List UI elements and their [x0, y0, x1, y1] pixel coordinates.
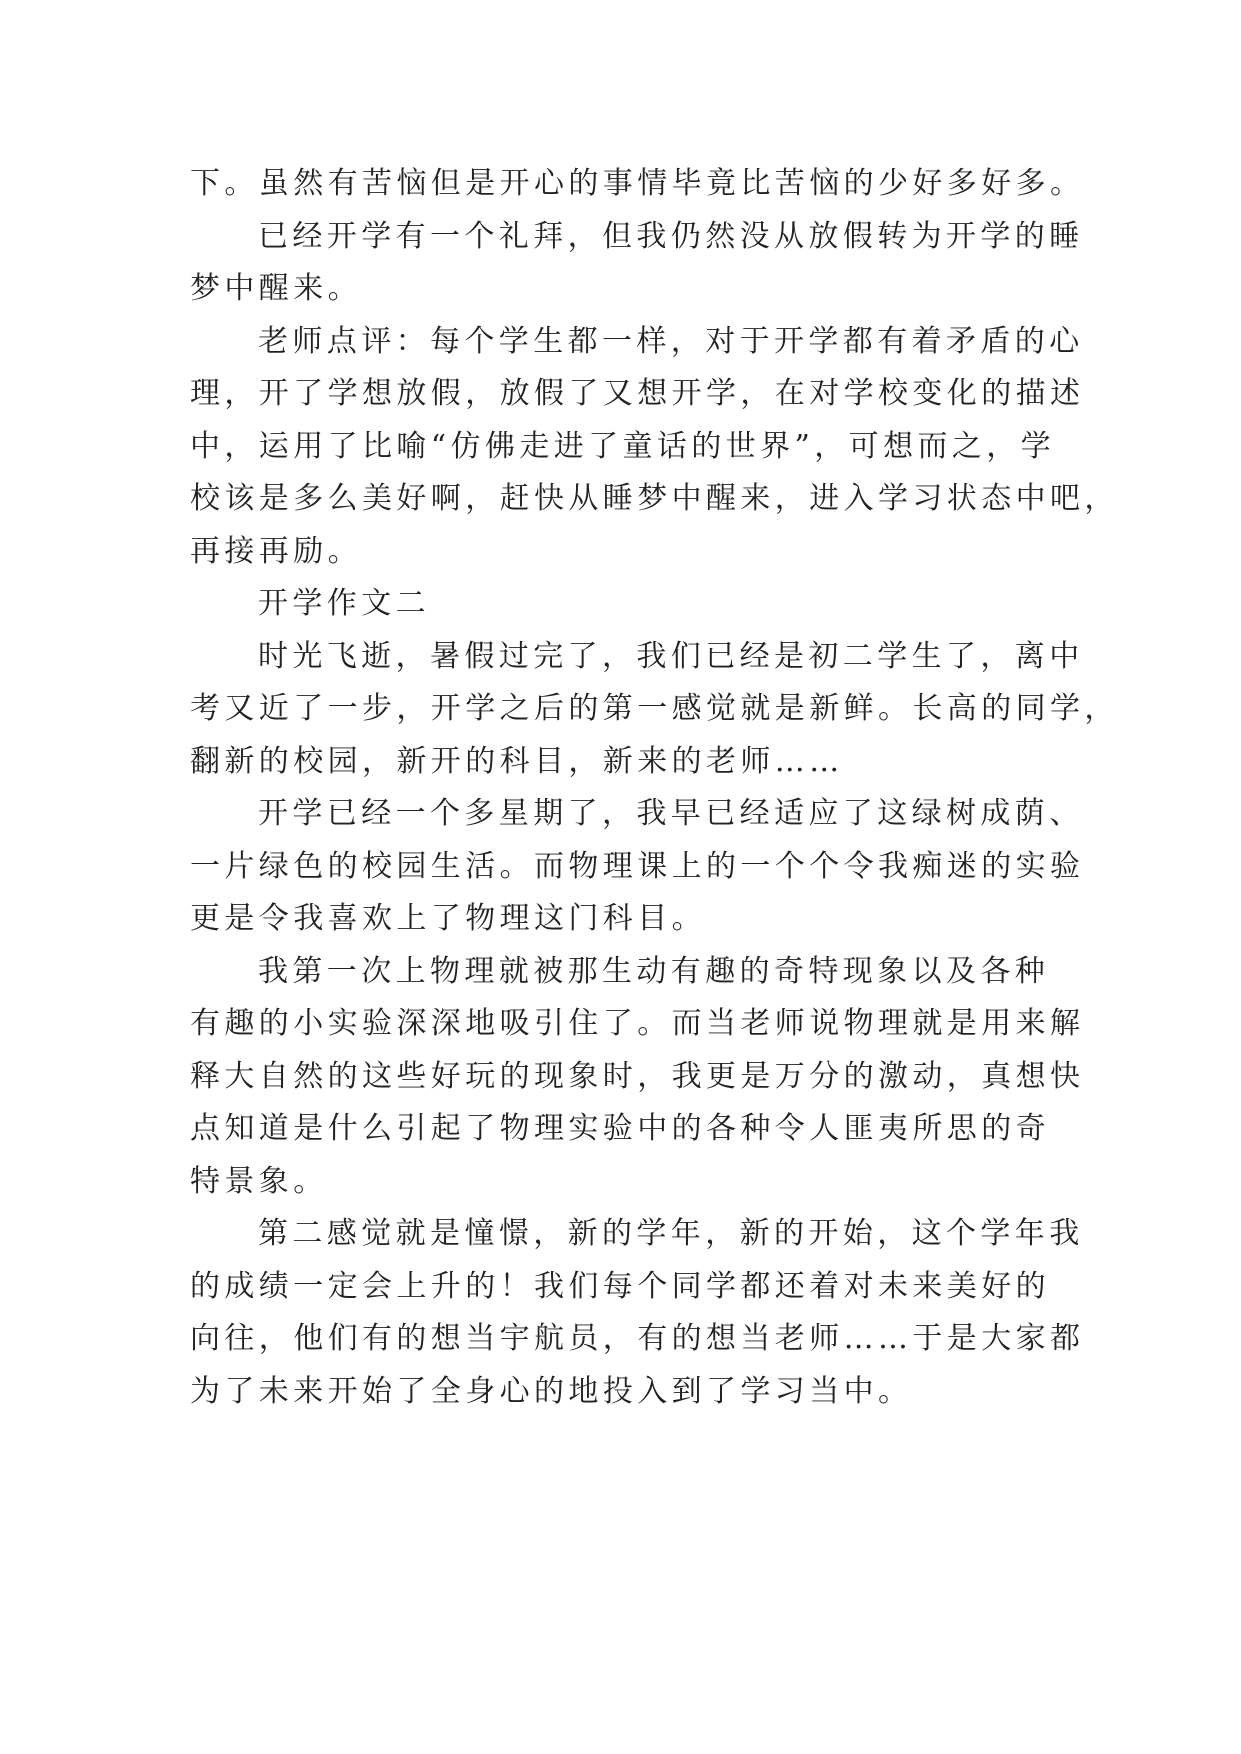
text-line: 更是令我喜欢上了物理这门科目。 — [190, 901, 706, 936]
text-line: 开学已经一个多星期了，我早已经适应了这绿树成荫、 — [258, 796, 1084, 831]
teacher-comment-line: 中，运用了比喻“仿佛走进了童话的世界”，可想而之，学 — [190, 428, 1056, 464]
text-line: 释大自然的这些好玩的现象时，我更是万分的激动，真想快 — [190, 1058, 1085, 1094]
teacher-comment-line: 校该是多么美好啊，赶快从睡梦中醒来，进入学习状态中吧， — [190, 481, 1119, 516]
teacher-comment-line: 理，开了学想放假，放假了又想开学，在对学校变化的描述 — [190, 376, 1085, 411]
text-line: 第二感觉就是憧憬，新的学年，新的开始，这个学年我 — [258, 1216, 1084, 1251]
text-line: 一片绿色的校园生活。而物理课上的一个个令我痴迷的实验 — [190, 848, 1085, 884]
text-line: 已经开学有一个礼拜，但我仍然没从放假转为开学的睡 — [258, 218, 1084, 254]
text-line: 向往，他们有的想当宇航员，有的想当老师……于是大家都 — [190, 1321, 1085, 1356]
teacher-comment-line: 再接再励。 — [190, 533, 362, 569]
text-line: 我第一次上物理就被那生动有趣的奇特现象以及各种 — [258, 953, 1050, 989]
document-body — [190, 158, 1119, 1418]
text-line: 翻新的校园，新开的科目，新来的老师…… — [190, 743, 844, 779]
text-line: 为了未来开始了全身心的地投入到了学习当中。 — [190, 1373, 913, 1409]
text-line: 的成绩一定会上升的！我们每个同学都还着对未来美好的 — [190, 1268, 1050, 1304]
text-line: 梦中醒来。 — [190, 271, 362, 306]
text-line: 下。虽然有苦恼但是开心的事情毕竟比苦恼的少好多好多。 — [190, 166, 1085, 201]
text-line: 有趣的小实验深深地吸引住了。而当老师说物理就是用来解 — [190, 1006, 1085, 1041]
text-line: 时光飞逝，暑假过完了，我们已经是初二学生了，离中 — [258, 638, 1084, 674]
text-line: 点知道是什么引起了物理实验中的各种令人匪夷所思的奇 — [190, 1111, 1050, 1146]
text-line: 特景象。 — [190, 1163, 328, 1199]
text-line: 考又近了一步，开学之后的第一感觉就是新鲜。长高的同学， — [190, 691, 1119, 726]
essay-heading: 开学作文二 — [258, 586, 430, 621]
teacher-comment-line: 老师点评：每个学生都一样，对于开学都有着矛盾的心 — [258, 323, 1084, 359]
